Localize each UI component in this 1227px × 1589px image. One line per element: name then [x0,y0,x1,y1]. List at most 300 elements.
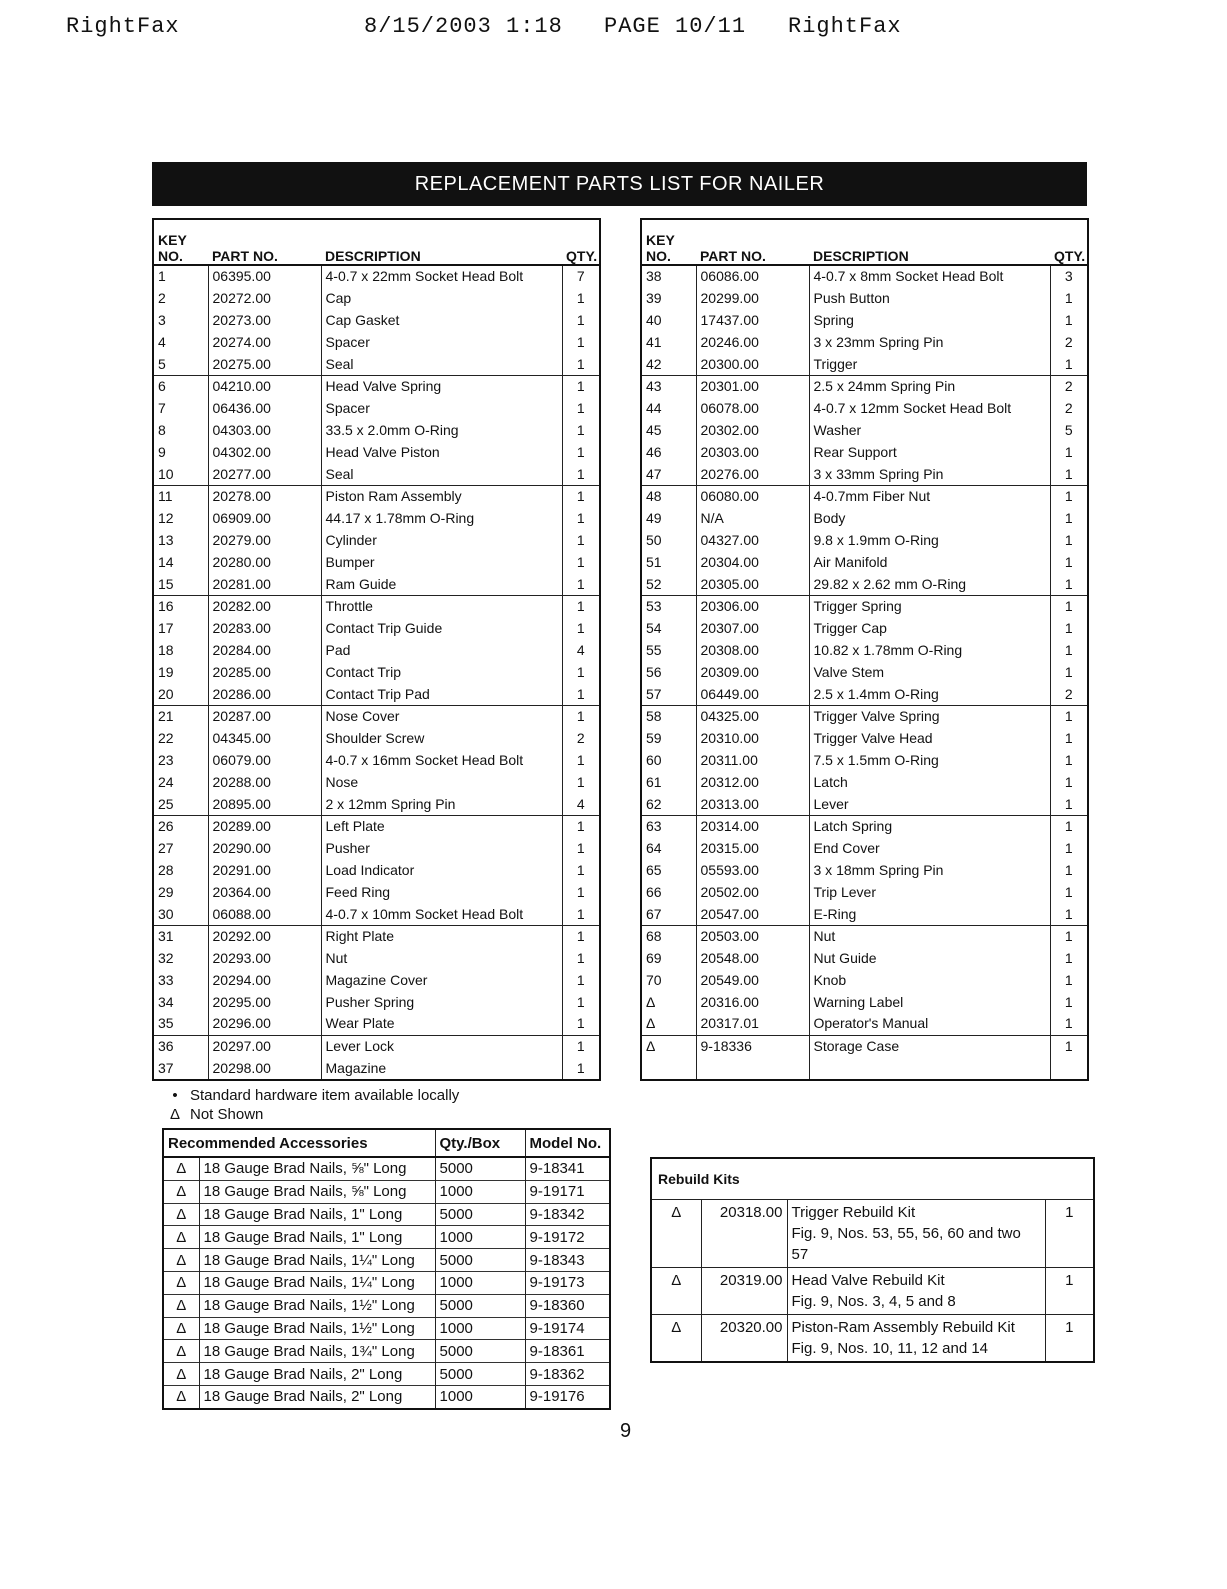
key-number: 18 [153,640,208,662]
accessory-description: 18 Gauge Brad Nails, 1½" Long [199,1317,435,1340]
key-number: 11 [153,485,208,507]
part-number: 20279.00 [212,531,271,548]
part-number: 20297.00 [208,1035,321,1057]
part-number: 04302.00 [212,443,271,460]
key-number: 32 [153,948,208,970]
part-quantity: 1 [1050,970,1088,992]
part-description: 10.82 x 1.78mm O-Ring [809,640,1050,662]
part-quantity: 1 [1050,288,1088,310]
part-description: Contact Trip Guide [321,618,562,640]
part-quantity: 1 [1050,353,1088,375]
table-row [641,640,1088,662]
table-row [153,573,600,595]
part-description: Cap [321,288,562,310]
part-quantity: 1 [562,530,600,552]
key-number: 8 [153,420,208,442]
part-number: 20295.00 [212,993,271,1010]
table-row [163,1203,610,1226]
part-number: 05593.00 [700,861,759,878]
part-description: 7.5 x 1.5mm O-Ring [809,750,1050,772]
part-description: Load Indicator [321,860,562,882]
table-row [641,573,1088,595]
key-number: 43 [641,375,696,397]
part-number: 20296.00 [212,1015,271,1032]
key-number: 40 [641,310,696,332]
part-number: 06436.00 [212,400,271,417]
part-quantity: 1 [562,1058,600,1081]
part-number: 06449.00 [700,685,759,702]
part-description: Trigger Valve Spring [809,705,1050,727]
table-row [153,530,600,552]
table-row [641,463,1088,485]
fax-header-page: PAGE 10/11 [604,14,747,39]
part-description: Head Valve Spring [321,375,562,397]
table-row [163,1340,610,1363]
accessory-qty-box: 1000 [435,1226,525,1249]
key-number: 60 [641,750,696,772]
part-description: 2.5 x 1.4mm O-Ring [809,683,1050,705]
part-quantity: 1 [562,331,600,353]
kit-name: Head Valve Rebuild Kit [791,1272,945,1289]
part-number: 20282.00 [208,595,321,617]
fax-header-right: RightFax [788,14,902,39]
accessory-model-no: 9-18343 [525,1249,610,1272]
part-quantity: 1 [562,441,600,463]
part-number: 20895.00 [212,795,271,812]
table-row [153,398,600,420]
qty-header: QTY. [562,219,600,265]
part-quantity: 1 [562,925,600,947]
part-description: Trigger Valve Head [809,728,1050,750]
accessory-description: 18 Gauge Brad Nails, 1¼" Long [199,1271,435,1294]
part-description: Wear Plate [321,1013,562,1035]
part-quantity: 1 [562,860,600,882]
key-number: 35 [153,1013,208,1035]
not-shown-symbol: Δ [163,1180,199,1203]
key-number: 68 [641,925,696,947]
part-quantity: 3 [1050,265,1088,288]
part-description: Body [809,508,1050,530]
table-row [163,1180,610,1203]
part-quantity: 1 [1050,705,1088,727]
not-shown-symbol: Δ [163,1385,199,1408]
table-row [641,288,1088,310]
part-description: Spring [809,310,1050,332]
part-number: 20304.00 [700,553,759,570]
part-number: 20280.00 [212,553,271,570]
table-row [641,331,1088,353]
part-quantity: 1 [1050,991,1088,1013]
part-quantity: 1 [1050,463,1088,485]
accessory-model-no: 9-19171 [525,1180,610,1203]
part-description: Rear Support [809,441,1050,463]
part-number: 20281.00 [212,575,271,592]
part-number: 20290.00 [212,840,271,857]
key-number [641,1058,696,1081]
accessory-model-no: 9-18360 [525,1294,610,1317]
table-row [163,1294,610,1317]
part-quantity: 1 [1050,573,1088,595]
table-row [641,838,1088,860]
part-quantity: 1 [562,970,600,992]
table-row [641,530,1088,552]
part-number: 20305.00 [700,575,759,592]
table-row [641,991,1088,1013]
fax-header-left: RightFax [66,14,180,39]
part-quantity: 1 [562,420,600,442]
part-description: Trip Lever [809,881,1050,903]
part-description: Latch [809,771,1050,793]
kit-description [787,1268,1045,1315]
part-quantity: 1 [1050,441,1088,463]
not-shown-symbol: Δ [163,1203,199,1226]
part-description: Air Manifold [809,551,1050,573]
key-number: 56 [641,661,696,683]
part-quantity [1050,1058,1088,1081]
note-not-shown: Δ Not Shown [169,1106,264,1123]
key-number: 57 [641,683,696,705]
key-number: 39 [641,288,696,310]
part-description: Trigger Cap [809,618,1050,640]
parts-table-left [152,218,601,1081]
kit-quantity: 1 [1045,1200,1094,1268]
accessory-qty-box: 5000 [435,1340,525,1363]
part-number: 20302.00 [700,421,759,438]
table-row [153,815,600,837]
key-number: 12 [153,508,208,530]
part-number: 20306.00 [696,595,809,617]
part-description: Contact Trip [321,661,562,683]
part-description: 29.82 x 2.62 mm O-Ring [809,573,1050,595]
table-row [153,925,600,947]
part-number: 20314.00 [696,815,809,837]
kit-part-number: 20318.00 [701,1200,787,1268]
part-description: Nut [321,948,562,970]
part-description: 2.5 x 24mm Spring Pin [809,375,1050,397]
description-header: DESCRIPTION [321,219,562,265]
key-number: 52 [641,573,696,595]
part-description: Washer [809,420,1050,442]
part-number: 20276.00 [700,465,759,482]
part-description: 2 x 12mm Spring Pin [321,793,562,815]
part-description: Nut Guide [809,948,1050,970]
part-description: 33.5 x 2.0mm O-Ring [321,420,562,442]
part-description: Warning Label [809,991,1050,1013]
key-number: 61 [641,771,696,793]
part-quantity: 1 [562,881,600,903]
part-quantity: 1 [1050,595,1088,617]
part-number: 04210.00 [208,375,321,397]
accessory-description: 18 Gauge Brad Nails, ⅝" Long [199,1180,435,1203]
table-row [153,375,600,397]
accessories-table [162,1128,611,1410]
part-number: 20308.00 [700,641,759,658]
part-quantity: 7 [562,265,600,288]
part-quantity: 1 [562,683,600,705]
table-row [153,661,600,683]
table-row [641,793,1088,815]
part-description: Left Plate [321,815,562,837]
part-quantity: 1 [562,903,600,925]
part-description: Head Valve Piston [321,441,562,463]
part-quantity: 1 [562,948,600,970]
part-description: Nose Cover [321,705,562,727]
part-number: 20287.00 [208,705,321,727]
part-quantity: 1 [1050,793,1088,815]
key-number: 36 [153,1035,208,1057]
part-no-header: PART NO. [208,219,321,265]
part-number: 20277.00 [212,465,271,482]
part-number: 20313.00 [700,795,759,812]
part-quantity: 1 [1050,618,1088,640]
part-number: 20293.00 [212,950,271,967]
note-standard-hardware: • Standard hardware item available locally [172,1087,460,1104]
table-row [163,1385,610,1408]
table-row [641,750,1088,772]
part-description: Nose [321,771,562,793]
part-description: 4-0.7 x 16mm Socket Head Bolt [321,750,562,772]
part-number: 20549.00 [700,971,759,988]
fax-header-datetime: 8/15/2003 1:18 [364,14,563,39]
accessory-qty-box: 5000 [435,1203,525,1226]
table-row [153,1058,600,1081]
part-number: 04327.00 [700,531,759,548]
key-number: 1 [153,265,208,288]
table-row [153,640,600,662]
table-row [153,331,600,353]
key-no-header: KEY NO. [641,219,696,265]
key-number: 13 [153,530,208,552]
part-quantity: 1 [562,991,600,1013]
key-number: 41 [641,331,696,353]
part-description: Contact Trip Pad [321,683,562,705]
table-row [163,1157,610,1180]
table-row [153,618,600,640]
part-number: 06909.00 [212,510,271,527]
part-number: 04345.00 [212,730,271,747]
part-description: Cylinder [321,530,562,552]
part-number: 20246.00 [700,333,759,350]
table-row [153,903,600,925]
not-shown-symbol: Δ [163,1294,199,1317]
table-row [153,948,600,970]
key-number: 34 [153,991,208,1013]
part-description: 3 x 33mm Spring Pin [809,463,1050,485]
part-number: 20278.00 [208,485,321,507]
part-number: 20312.00 [700,773,759,790]
table-row [641,420,1088,442]
part-quantity: 1 [562,485,600,507]
part-number: 20316.00 [700,993,759,1010]
part-number: 20547.00 [700,905,759,922]
part-number: 20303.00 [700,443,759,460]
part-quantity: 1 [562,508,600,530]
part-number: 20291.00 [212,861,271,878]
part-number: 06086.00 [700,268,759,285]
accessory-qty-box: 1000 [435,1271,525,1294]
part-number: 20299.00 [700,290,759,307]
part-description: Magazine [321,1058,562,1081]
part-number: 20285.00 [212,663,271,680]
table-row [153,310,600,332]
not-shown-symbol: Δ [163,1249,199,1272]
key-number: 45 [641,420,696,442]
part-quantity: 2 [1050,683,1088,705]
part-description: 4-0.7 x 8mm Socket Head Bolt [809,265,1050,288]
table-row [153,508,600,530]
parts-table-right [640,218,1089,1081]
table-row [641,551,1088,573]
key-number: 28 [153,860,208,882]
table-row [153,551,600,573]
kit-name: Piston-Ram Assembly Rebuild Kit [791,1319,1015,1336]
key-number: 3 [153,310,208,332]
key-number: 7 [153,398,208,420]
table-row [153,728,600,750]
accessories-header: Recommended Accessories [163,1129,435,1157]
table-row [153,420,600,442]
not-shown-symbol: Δ [163,1317,199,1340]
accessory-model-no: 9-18362 [525,1363,610,1386]
key-number: 24 [153,771,208,793]
part-quantity: 1 [1050,640,1088,662]
part-number: 20310.00 [700,730,759,747]
kit-part-number: 20320.00 [701,1315,787,1363]
part-description: 4-0.7 x 10mm Socket Head Bolt [321,903,562,925]
accessory-model-no: 9-19174 [525,1317,610,1340]
part-number: 20317.01 [700,1015,759,1032]
accessory-model-no: 9-19173 [525,1271,610,1294]
table-row [641,860,1088,882]
accessory-model-no: 9-18361 [525,1340,610,1363]
part-quantity: 1 [562,573,600,595]
part-quantity: 1 [1050,881,1088,903]
part-quantity: 1 [562,375,600,397]
part-number: 04325.00 [696,705,809,727]
part-quantity: 1 [1050,485,1088,507]
part-description: Nut [809,925,1050,947]
key-number: 42 [641,353,696,375]
accessory-description: 18 Gauge Brad Nails, 1¾" Long [199,1340,435,1363]
part-description: Feed Ring [321,881,562,903]
part-quantity: 1 [562,815,600,837]
part-number: 06080.00 [696,485,809,507]
part-description: 44.17 x 1.78mm O-Ring [321,508,562,530]
part-number [696,1058,809,1081]
part-number: 20364.00 [212,883,271,900]
part-number: N/A [700,510,724,527]
table-row [153,441,600,463]
part-quantity: 1 [562,353,600,375]
kit-description [787,1200,1045,1268]
part-quantity: 1 [1050,1035,1088,1057]
table-row [163,1249,610,1272]
key-number: 46 [641,441,696,463]
part-quantity: 1 [1050,750,1088,772]
rebuild-kits-table [650,1157,1095,1363]
key-number: 5 [153,353,208,375]
part-description: 3 x 23mm Spring Pin [809,331,1050,353]
key-number: 29 [153,881,208,903]
part-description: Bumper [321,551,562,573]
table-row [153,881,600,903]
part-quantity: 4 [562,640,600,662]
part-quantity: 1 [562,551,600,573]
part-number: 20289.00 [208,815,321,837]
part-quantity: 2 [562,728,600,750]
accessory-model-no: 9-19176 [525,1385,610,1408]
key-number: 65 [641,860,696,882]
key-number: 44 [641,398,696,420]
table-row [641,728,1088,750]
table-row [153,265,600,288]
key-number: 9 [153,441,208,463]
part-quantity: 1 [562,661,600,683]
key-number: 6 [153,375,208,397]
part-number: 20294.00 [212,971,271,988]
table-row [641,683,1088,705]
part-description: 4-0.7 x 22mm Socket Head Bolt [321,265,562,288]
table-row [641,375,1088,397]
key-number: 58 [641,705,696,727]
part-description: Storage Case [809,1035,1050,1057]
part-description: Trigger Spring [809,595,1050,617]
part-quantity: 1 [1050,948,1088,970]
page-title: REPLACEMENT PARTS LIST FOR NAILER [152,162,1087,206]
table-row [641,265,1088,288]
part-number: 06088.00 [212,905,271,922]
key-number: 70 [641,970,696,992]
key-number: 4 [153,331,208,353]
part-quantity: 2 [1050,398,1088,420]
part-number: 20301.00 [696,375,809,397]
accessory-description: 18 Gauge Brad Nails, 1¼" Long [199,1249,435,1272]
accessory-description: 18 Gauge Brad Nails, 1½" Long [199,1294,435,1317]
table-row [153,970,600,992]
part-quantity: 1 [1050,530,1088,552]
part-number: 20284.00 [212,641,271,658]
part-quantity: 1 [562,1013,600,1035]
table-row [153,705,600,727]
table-row [153,860,600,882]
table-row [651,1268,1094,1315]
table-row [153,288,600,310]
part-quantity: 1 [1050,551,1088,573]
key-number: 66 [641,881,696,903]
not-shown-symbol: Δ [163,1363,199,1386]
key-number: Δ [641,1035,696,1057]
key-number: 22 [153,728,208,750]
part-description: Shoulder Screw [321,728,562,750]
table-row [153,1013,600,1035]
part-quantity: 1 [1050,508,1088,530]
table-row [153,353,600,375]
page-number: 9 [620,1420,632,1442]
part-number: 20286.00 [212,685,271,702]
table-row [153,485,600,507]
key-number: 67 [641,903,696,925]
part-number: 20283.00 [212,620,271,637]
kit-detail: Fig. 9, Nos. 10, 11, 12 and 14 [791,1340,989,1357]
part-number: 17437.00 [700,311,759,328]
part-number: 04303.00 [212,421,271,438]
part-number: 9-18336 [696,1035,809,1057]
not-shown-symbol: Δ [651,1268,701,1315]
part-description: Push Button [809,288,1050,310]
part-number: 20292.00 [208,925,321,947]
key-number: 47 [641,463,696,485]
part-description: Lever Lock [321,1035,562,1057]
